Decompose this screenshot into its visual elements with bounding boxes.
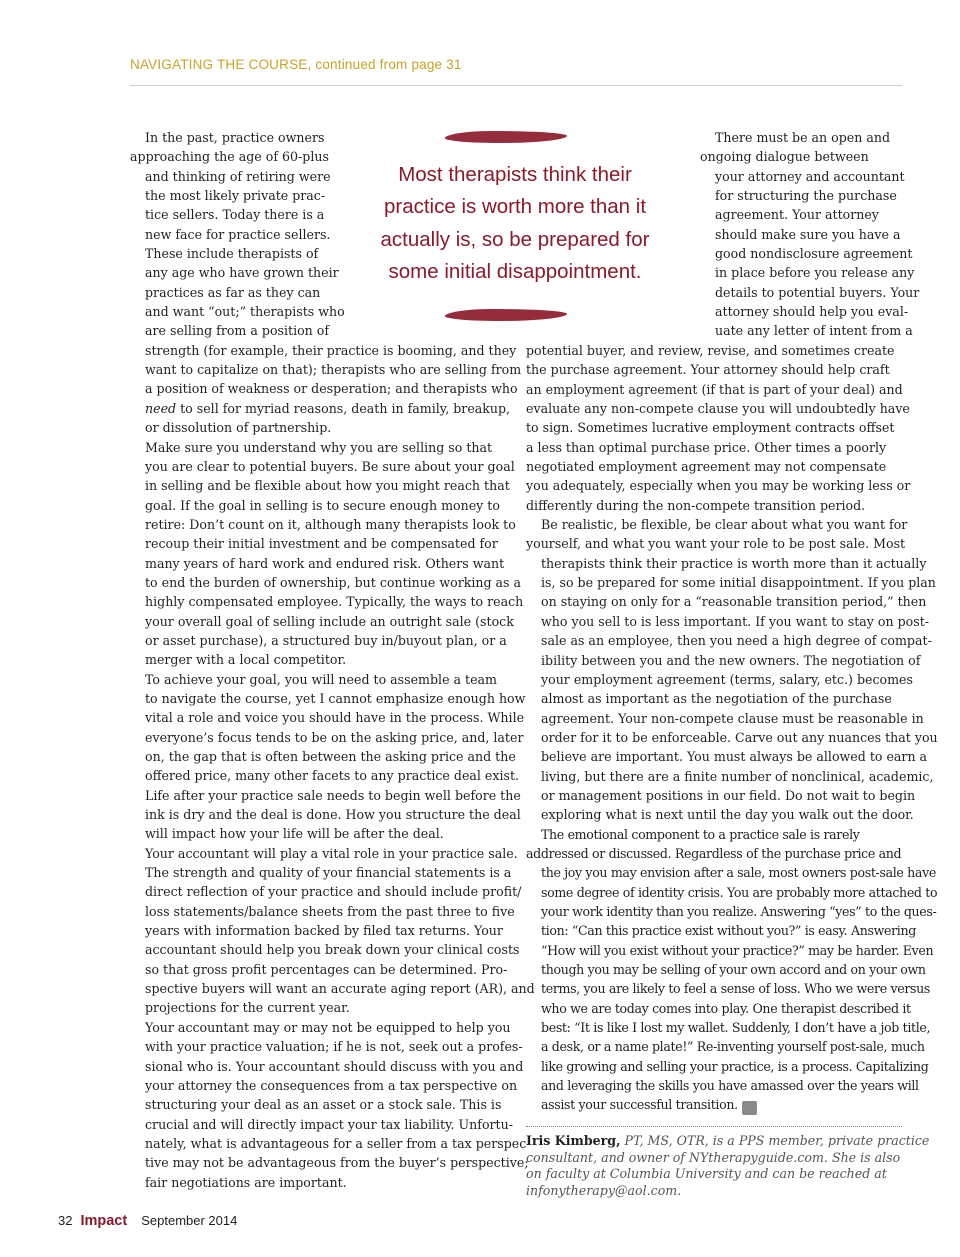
text-line: These include therapists of	[145, 246, 319, 262]
text-line: and want “out;” therapists who	[145, 304, 345, 320]
text-line: Your accountant will play a vital role in your practice sale.	[145, 845, 518, 861]
text-line: on, the gap that is often between the asking price and the	[145, 749, 516, 764]
text-line: structuring your deal as an asset or a stock sale. This is	[145, 1097, 502, 1113]
right-paragraph-3	[526, 825, 938, 1116]
text-line: best: “It is like I lost my wallet. Suddenly, I don’t have a job title,	[541, 1020, 931, 1036]
text-line: order for it to be enforceable. Carve out any nuances that you	[541, 729, 938, 745]
text-line: terms, you are likely to feel a sense of loss. Who we were versus	[541, 981, 930, 997]
text-line: are selling from a position of	[145, 323, 330, 339]
left-paragraph-2	[130, 438, 524, 670]
header-continued: continued from page 31	[311, 57, 462, 72]
text-line: your work identity than you realize. Answering “yes” to the ques-	[541, 903, 937, 919]
text-line: ongoing dialogue between	[700, 149, 869, 165]
text-line: sional who is. Your accountant should discuss with you and	[145, 1058, 524, 1074]
text-line: assist your successful transition. I	[541, 1097, 760, 1115]
text-line: living, but there are a finite number of nonclinical, academic,	[541, 768, 934, 784]
text-line: any age who have grown their	[145, 265, 339, 281]
text-line: an employment agreement (if that is part of your deal) and	[526, 381, 903, 397]
text-line: tice sellers. Today there is a	[145, 207, 325, 223]
text-line: on staying on only for a “reasonable transition period,” then	[541, 594, 927, 610]
text-line: in selling and be flexible about how you might reach that	[145, 478, 510, 494]
text-line: spective buyers will want an accurate aging report (AR), and	[145, 981, 535, 997]
text-line: to sign. Sometimes lucrative employment contracts offset	[526, 420, 895, 436]
right-paragraph-1-top	[700, 128, 920, 341]
text-line: to end the burden of ownership, but continue working as a	[145, 574, 522, 590]
text-line: negotiated employment agreement may not compensate	[526, 459, 887, 475]
text-line: who we are today comes into play. One therapist described it	[541, 1000, 911, 1016]
text-line: on faculty at Columbia University and can be reached at	[526, 1166, 887, 1182]
text-line: Make sure you understand why you are selling so that	[145, 439, 493, 455]
text-line: accountant should help you break down your clinical costs	[145, 942, 520, 958]
text-line: is, so be prepared for some initial disappointment. If you plan	[541, 575, 936, 591]
bio-divider	[526, 1126, 902, 1127]
text-line: attorney should help you eval-	[715, 304, 909, 320]
text-line: the purchase agreement. Your attorney should help craft	[526, 362, 890, 378]
author-name: Iris Kimberg,	[526, 1133, 621, 1148]
text-line: ibility between you and the new owners. The negotiation of	[541, 652, 921, 668]
brush-stroke-bottom	[445, 309, 567, 321]
text-line: you are clear to potential buyers. Be sure about your goal	[145, 458, 515, 474]
text-line: strength (for example, their practice is booming, and they	[145, 342, 517, 358]
text-line: nately, what is advantageous for a seller from a tax perspec-	[145, 1135, 531, 1151]
text-line: like growing and selling your practice, is a process. Capitalizing	[541, 1058, 929, 1074]
magazine-name: Impact	[80, 1213, 128, 1229]
text-line: a position of weakness or desperation; and therapists who	[145, 381, 518, 397]
text-line: infonytherapy@aol.com.	[526, 1182, 682, 1198]
page-footer	[58, 1213, 237, 1229]
text-line: some degree of identity crisis. You are probably more attached to	[541, 884, 938, 900]
running-header	[130, 57, 902, 86]
right-column-upper	[700, 128, 920, 341]
text-line: loss statements/balance sheets from the past three to five	[145, 903, 515, 919]
text-line: so that gross profit percentages can be determined. Pro-	[145, 961, 508, 977]
text-line: tive may not be advantageous from the buyer’s perspective;	[145, 1155, 529, 1171]
text-line: who you sell to is less important. If you want to stay on post-	[541, 613, 930, 629]
header-section: NAVIGATING THE COURSE,	[130, 57, 312, 72]
text-line: recoup their initial investment and be compensated for	[145, 536, 498, 552]
text-line: The emotional component to a practice sale is rarely	[541, 826, 860, 842]
text-line: you adequately, especially when you may be working less or	[526, 478, 911, 494]
text-line: exploring what is next until the day you walk out the door.	[541, 807, 914, 823]
text-line: consultant, and owner of NYtherapyguide.com. She is also	[526, 1149, 901, 1165]
text-line: offered price, many other facets to any practice deal exist.	[145, 768, 520, 784]
text-line: uate any letter of intent from a	[715, 323, 913, 339]
text-line: the most likely private prac-	[145, 188, 326, 204]
text-line: everyone’s focus tends to be on the asking price, and, later	[145, 729, 524, 745]
text-line: To achieve your goal, you will need to assemble a team	[145, 671, 498, 687]
text-line: should make sure you have a	[715, 226, 901, 242]
text-line: or management positions in our field. Do not wait to begin	[541, 787, 916, 803]
text-line: Be realistic, be flexible, be clear about what you want for	[541, 517, 908, 533]
text-line: direct reflection of your practice and should include profit/	[145, 884, 522, 900]
text-line: evaluate any non-compete clause you will undoubtedly have	[526, 401, 910, 417]
emphasis-need: need	[145, 400, 177, 416]
text-line: In the past, practice owners	[145, 130, 325, 145]
text-line: and leveraging the skills you have amassed over the years will	[541, 1078, 919, 1094]
text-line: almost as important as the negotiation of the purchase	[541, 691, 892, 707]
text-line: years with information backed by filed tax returns. Your	[145, 923, 503, 939]
text-line: good nondisclosure agreement	[715, 246, 913, 262]
text-line: projections for the current year.	[145, 1000, 350, 1016]
text-line: addressed or discussed. Regardless of the purchase price and	[526, 845, 902, 861]
author-bio	[526, 1133, 930, 1199]
text-line: vital a role and voice you should have in the process. While	[145, 710, 525, 726]
text-line: your attorney the consequences from a tax perspective on	[145, 1077, 518, 1093]
text-line: tion: “Can this practice exist without you?” is easy. Answering	[541, 923, 916, 939]
pull-quote	[340, 125, 690, 325]
page-number: 32	[58, 1213, 73, 1228]
text-line: or dissolution of partnership.	[145, 420, 332, 436]
text-line: with your practice valuation; if he is not, seek out a profes-	[145, 1039, 523, 1055]
text-line: your employment agreement (terms, salary, etc.) becomes	[541, 671, 913, 687]
text-line: therapists think their practice is worth more than it actually	[541, 555, 927, 571]
text-line: highly compensated employee. Typically, the ways to reach	[145, 594, 524, 610]
pull-quote-text: Most therapists think their practice is worth more than it actually is, so be prepared for some initial disappointment.	[380, 163, 650, 284]
right-paragraph-2	[526, 515, 938, 825]
text-line: crucial and will directly impact your tax liability. Unfortu-	[145, 1116, 513, 1132]
text-line: fair negotiations are important.	[145, 1174, 347, 1190]
text-line: want to capitalize on that); therapists who are selling from	[145, 362, 522, 378]
text-line: need to sell for myriad reasons, death in family, breakup,	[145, 400, 511, 416]
text-line: differently during the non-compete transition period.	[526, 497, 866, 513]
text-line: in place before you release any	[715, 265, 915, 281]
brush-stroke-top	[445, 131, 567, 143]
text-line: will impact how your life will be after the deal.	[145, 826, 444, 842]
right-column-lower	[526, 341, 938, 1115]
text-line: retire: Don’t count on it, although many therapists look to	[145, 516, 516, 532]
text-line: though you may be selling of your own accord and on your own	[541, 962, 926, 977]
text-line: practices as far as they can	[145, 284, 321, 300]
text-line: details to potential buyers. Your	[715, 284, 920, 300]
text-line: your attorney and accountant	[715, 168, 905, 184]
text-line: new face for practice sellers.	[145, 226, 331, 242]
text-line: merger with a local competitor.	[145, 652, 347, 668]
text-line: and thinking of retiring were	[145, 168, 331, 184]
left-paragraph-5	[130, 1018, 531, 1192]
text-line: many years of hard work and endured risk. Others want	[145, 555, 505, 571]
text-line: potential buyer, and review, revise, and sometimes create	[526, 343, 895, 358]
text-line: believe are important. You must always be allowed to earn a	[541, 749, 928, 765]
text-line: The strength and quality of your financial statements is a	[145, 865, 512, 881]
text-line: to navigate the course, yet I cannot emphasize enough how	[145, 690, 526, 706]
text-line: agreement. Your non-compete clause must be reasonable in	[541, 710, 924, 726]
text-line: the joy you may envision after a sale, most owners post-sale have	[541, 865, 936, 881]
text-line: agreement. Your attorney	[715, 207, 879, 223]
left-paragraph-3	[130, 670, 526, 844]
text-line: sale as an employee, then you need a high degree of compat-	[541, 633, 932, 649]
text-line: goal. If the goal in selling is to secure enough money to	[145, 497, 500, 513]
text-line: There must be an open and	[715, 130, 891, 145]
text-line: approaching the age of 60-plus	[130, 149, 329, 165]
text-line: your overall goal of selling include an outright sale (stock	[145, 613, 514, 629]
text-line: a less than optimal purchase price. Other times a poorly	[526, 439, 887, 455]
text-line: ink is dry and the deal is done. How you structure the deal	[145, 807, 521, 823]
text-line: “How will you exist without your practice?” may be harder. Even	[541, 942, 934, 958]
issue-date: September 2014	[141, 1213, 238, 1228]
text-line: for structuring the purchase	[715, 188, 897, 204]
text-line: Iris Kimberg, PT, MS, OTR, is a PPS member, private practice	[526, 1133, 930, 1148]
end-mark-icon: I	[742, 1101, 757, 1115]
right-paragraph-1-cont	[526, 341, 911, 515]
text-line: a desk, or a name plate!” Re-inventing yourself post-sale, much	[541, 1039, 925, 1055]
left-paragraph-4	[130, 844, 535, 1018]
text-line: or asset purchase), a structured buy in/buyout plan, or a	[145, 632, 507, 648]
text-line: Your accountant may or may not be equipped to help you	[145, 1019, 511, 1035]
text-line: yourself, and what you want your role to be post sale. Most	[526, 536, 906, 552]
text-line: Life after your practice sale needs to begin well before the	[145, 787, 521, 803]
